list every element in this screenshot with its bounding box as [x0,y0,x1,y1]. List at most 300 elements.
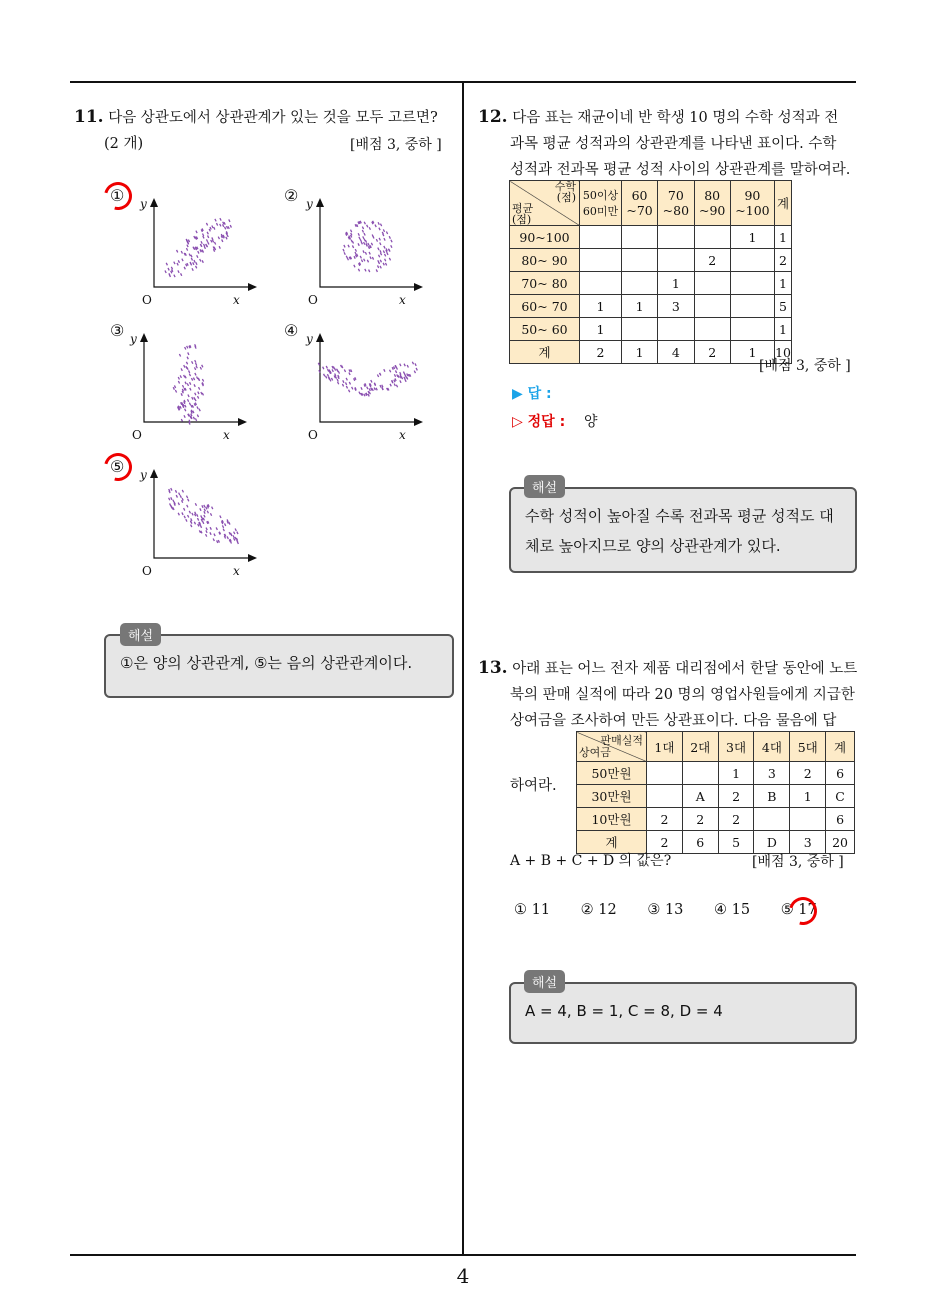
data-point [367,387,368,390]
q11-line2: (2 개) [104,136,144,152]
data-point [407,365,408,368]
data-point [185,347,186,350]
data-point [182,498,183,501]
data-point [185,376,186,379]
q12-cell: 1 [775,318,792,341]
data-point [180,495,181,498]
q12-row-label: 계 [510,341,580,364]
q12-cell [730,272,774,295]
data-point [218,237,219,240]
x-arrow [238,418,247,426]
q13-table [576,731,855,854]
data-point [392,367,393,370]
data-point [395,378,396,381]
data-point [389,258,390,261]
x-arrow [414,418,423,426]
data-point [216,223,217,226]
data-point [215,219,216,222]
data-point [391,240,392,243]
data-point [194,260,195,263]
data-point [416,368,417,371]
data-point [186,496,187,499]
data-point [346,386,347,389]
q11-number: 11. [74,107,104,127]
q13-cell [790,808,826,831]
q13-col-header: 3대 [718,732,754,762]
data-point [224,222,225,225]
data-point [363,236,364,239]
data-point [181,368,182,371]
data-point [373,236,374,239]
q13-cell [647,785,683,808]
data-point [378,222,379,225]
data-point [345,382,346,385]
data-point [344,245,345,248]
data-point [369,392,370,395]
data-point [415,363,416,366]
q11-explanation: ①은 양의 상관관계, ⑤는 음의 상관관계이다. [120,654,413,672]
data-point [393,366,394,369]
q13-line3: 상여금을 조사하여 만든 상관표이다. 다음 물음에 답 [510,713,837,729]
data-point [404,377,405,380]
data-point [184,267,185,270]
scatter-plot-4 [306,330,426,440]
data-point [347,258,348,261]
data-point [223,529,224,532]
q13-cell: 1 [718,762,754,785]
data-point [178,381,179,384]
plot2-label: ② [284,186,299,205]
q12-cell [694,272,730,295]
q12-corner-top2: (점) [556,191,576,204]
data-point [208,242,209,245]
data-point [210,513,211,516]
data-point [218,540,219,543]
data-point [365,269,366,272]
data-point [383,229,384,232]
data-point [216,527,217,530]
data-point [338,382,339,385]
q12-cell: 1 [621,341,657,364]
data-point [337,369,338,372]
scatter-svg [140,195,260,305]
data-point [233,535,234,538]
data-point [194,384,195,387]
axis-label-o: O [142,293,152,307]
q12-row-label: 60~ 70 [510,295,580,318]
axis-label-x: x [399,293,406,307]
data-point [210,532,211,535]
q13-cell: A [682,785,718,808]
data-point [371,380,372,383]
data-point [188,240,189,243]
data-point [201,531,202,534]
plot4-label: ④ [284,321,299,340]
data-point [230,225,231,228]
data-point [352,245,353,248]
data-point [358,269,359,272]
x-arrow [248,283,257,291]
scatter-svg [306,195,426,305]
q12-cell [658,318,694,341]
choice-2[interactable]: ② 12 [580,902,617,918]
q13-corner-top: 판매실적 [600,733,643,747]
data-point [171,488,172,491]
data-point [380,250,381,253]
data-point [223,222,224,225]
data-point [220,515,221,518]
data-point [166,263,167,266]
data-point [349,369,350,372]
data-point [377,375,378,378]
data-point [188,515,189,518]
data-point [364,259,365,262]
data-point [187,245,188,248]
data-point [191,258,192,261]
data-point [390,370,391,373]
data-point [230,533,231,536]
data-point [206,507,207,510]
q12-cell: 3 [658,295,694,318]
data-point [358,243,359,246]
data-point [389,236,390,239]
q12-col-header: 70 ~80 [658,181,694,226]
scatter-plot-3 [130,330,250,440]
data-point [194,367,195,370]
data-point [371,388,372,391]
data-point [204,511,205,513]
data-point [380,224,381,227]
q12-cell: 1 [580,295,622,318]
q13-row-label: 10만원 [577,808,647,831]
data-point [358,233,359,236]
data-point [200,525,201,528]
data-point [192,361,193,364]
data-point [187,346,188,349]
q12-cell [580,272,622,295]
q13-cell: C [826,785,855,808]
data-point [195,503,196,506]
data-point [174,275,175,278]
data-point [380,243,381,246]
q12-row [510,249,792,272]
data-point [197,376,198,379]
data-point [327,374,328,377]
q12-cell [694,318,730,341]
choice-1[interactable]: ① 11 [514,902,551,918]
data-point [189,403,190,406]
q12-number: 12. [478,107,508,127]
data-point [196,363,197,366]
data-point [362,227,363,230]
data-point [181,251,182,254]
data-point [178,513,179,516]
data-point [364,394,365,397]
data-point [369,270,370,273]
q13-cell: 2 [682,808,718,831]
data-point [212,225,213,228]
data-point [327,369,328,372]
data-point [208,235,209,238]
data-point [227,536,228,539]
data-point [193,411,194,414]
data-point [181,273,182,276]
data-point [382,385,383,388]
data-point [368,243,369,246]
data-point [394,380,395,383]
data-point [195,373,196,376]
y-arrow [140,333,148,342]
data-point [386,231,387,234]
data-point [179,354,180,357]
data-point [185,405,186,408]
q12-cell [621,272,657,295]
data-point [172,269,173,272]
scatter-plot-5 [140,466,260,576]
data-point [178,503,179,506]
q13-line1: 아래 표는 어느 전자 제품 대리점에서 한달 동안에 노트 [512,661,858,677]
data-point [193,378,194,381]
data-point [192,268,193,271]
data-point [201,241,202,244]
data-point [195,399,196,402]
x-arrow [414,283,423,291]
q13-cell: 3 [790,831,826,854]
data-point [405,379,406,382]
data-point [186,264,187,267]
data-point [361,242,362,245]
data-point [188,394,189,397]
data-point [332,366,333,369]
q12-row-label: 50~ 60 [510,318,580,341]
data-point [367,260,368,263]
data-point [182,259,183,262]
y-arrow [316,333,324,342]
data-point [182,512,183,515]
data-point [237,532,238,535]
data-point [342,384,343,387]
q12-table [509,180,792,364]
data-point [360,239,361,242]
q12-correct-value: 양 [584,414,598,430]
data-point [212,240,213,243]
data-point [383,263,384,266]
page-number: 4 [456,1264,470,1288]
q13-col-header: 1대 [647,732,683,762]
data-point [189,511,190,514]
q12-cell: 1 [730,341,774,364]
data-point [204,509,205,512]
q12-row [510,295,792,318]
data-point [181,393,182,396]
data-point [349,382,350,385]
q13-col-header: 4대 [754,732,790,762]
data-point [396,385,397,388]
data-point [342,366,343,369]
data-point [377,265,378,268]
data-point [191,255,192,258]
data-point [360,256,361,259]
data-point [187,367,188,370]
data-point [337,379,338,382]
data-point [363,250,364,253]
data-point [234,538,235,541]
data-point [332,369,333,372]
q12-col-header: 50이상 60미만 [580,181,622,226]
data-point [206,530,207,533]
q12-cell: 2 [580,341,622,364]
q13-explanation-tag: 해설 [524,970,565,993]
data-point [168,268,169,271]
data-point [197,514,198,517]
data-point [185,409,186,412]
choice-3[interactable]: ③ 13 [647,902,684,918]
data-point [384,246,385,249]
data-point [380,373,381,376]
q12-cell: 2 [775,249,792,272]
data-point [184,365,185,368]
data-point [395,370,396,373]
data-point [212,237,213,240]
data-point [387,252,388,255]
column-divider [462,82,464,1255]
q12-cell [694,295,730,318]
data-point [210,527,211,530]
data-point [361,260,362,263]
axis-label-o: O [308,293,318,307]
q13-explanation: A = 4, B = 1, C = 8, D = 4 [525,1002,723,1020]
data-point [378,248,379,251]
data-point [400,380,401,383]
data-point [197,518,198,521]
data-point [211,240,212,243]
data-point [364,242,365,245]
data-point [220,224,221,227]
q13-cell [682,762,718,785]
q13-cell: 2 [647,831,683,854]
data-point [223,224,224,227]
data-point [220,218,221,221]
data-point [203,518,204,521]
data-point [174,385,175,388]
q12-explanation-line1: 수학 성적이 높아질 수록 전과목 평균 성적도 대 [525,507,834,525]
q11-difficulty: [배점 3, 중하 ] [350,137,442,153]
plot3-label: ③ [110,321,125,340]
q12-col-header: 80 ~90 [694,181,730,226]
x-arrow [248,554,257,562]
q13-question: A + B + C + D 의 값은? [510,853,672,869]
data-point [351,230,352,233]
selected-mark-5 [99,448,137,486]
data-point [195,418,196,421]
q12-text [478,104,860,183]
q13-cell: B [754,785,790,808]
choice-4[interactable]: ④ 15 [714,902,751,918]
q12-explanation-tag: 해설 [524,475,565,498]
plot5-label: ⑤ [110,457,125,476]
q12-cell [658,249,694,272]
q12-cell [694,226,730,249]
data-point [379,228,380,231]
choice-5[interactable]: ⑤ 17 [780,902,817,918]
data-point [217,540,218,543]
data-point [369,227,370,230]
data-point [173,387,174,390]
q13-cell [754,808,790,831]
data-point [400,364,401,367]
axis-label-y: y [306,197,313,211]
q12-answer-label: ▶ 답 : [512,386,552,402]
data-point [198,392,199,395]
data-point [394,384,395,387]
data-point [182,490,183,493]
axes [154,203,252,287]
axis-label-o: O [308,428,318,442]
axis-label-y: y [140,468,147,482]
data-point [364,222,365,225]
data-point [165,270,166,273]
data-point [385,254,386,256]
data-point [344,252,345,255]
data-point [369,252,370,255]
data-point [210,227,211,230]
axis-label-o: O [132,428,142,442]
axis-label-o: O [142,564,152,578]
scatter-svg [130,330,250,440]
q12-cell: 1 [730,226,774,249]
data-point [404,364,405,367]
q12-corner-top: 수학 [554,180,576,193]
data-point [192,397,193,400]
data-point [194,522,195,525]
q13-difficulty: [배점 3, 중하 ] [752,854,844,870]
q12-row [510,272,792,295]
q12-row-label: 90~100 [510,226,580,249]
data-point [202,379,203,382]
data-point [175,490,176,493]
axis-label-x: x [223,428,230,442]
data-point [383,251,384,254]
data-point [199,409,200,412]
data-point [226,226,227,229]
scatter-plot-2 [306,195,426,305]
data-point [369,388,370,391]
data-point [394,374,395,377]
q13-row [577,808,855,831]
q13-cell [647,762,683,785]
data-point [193,262,194,265]
data-point [176,495,177,498]
data-point [213,538,214,541]
data-point [403,372,404,375]
q12-difficulty: [배점 3, 중하 ] [759,358,851,374]
data-point [178,377,179,380]
data-point [186,519,187,522]
data-point [380,266,381,269]
data-point [187,399,188,402]
data-point [359,237,360,240]
q12-cell: 2 [694,341,730,364]
data-point [346,378,347,381]
q12-line1: 다음 표는 재균이네 반 학생 10 명의 수학 성적과 전 [512,110,839,126]
data-point [197,255,198,258]
data-point [191,378,192,381]
q11-explanation-tag: 해설 [120,623,161,646]
data-point [326,376,327,379]
q13-cell: 6 [826,762,855,785]
data-point [203,244,204,247]
data-point [196,262,197,265]
